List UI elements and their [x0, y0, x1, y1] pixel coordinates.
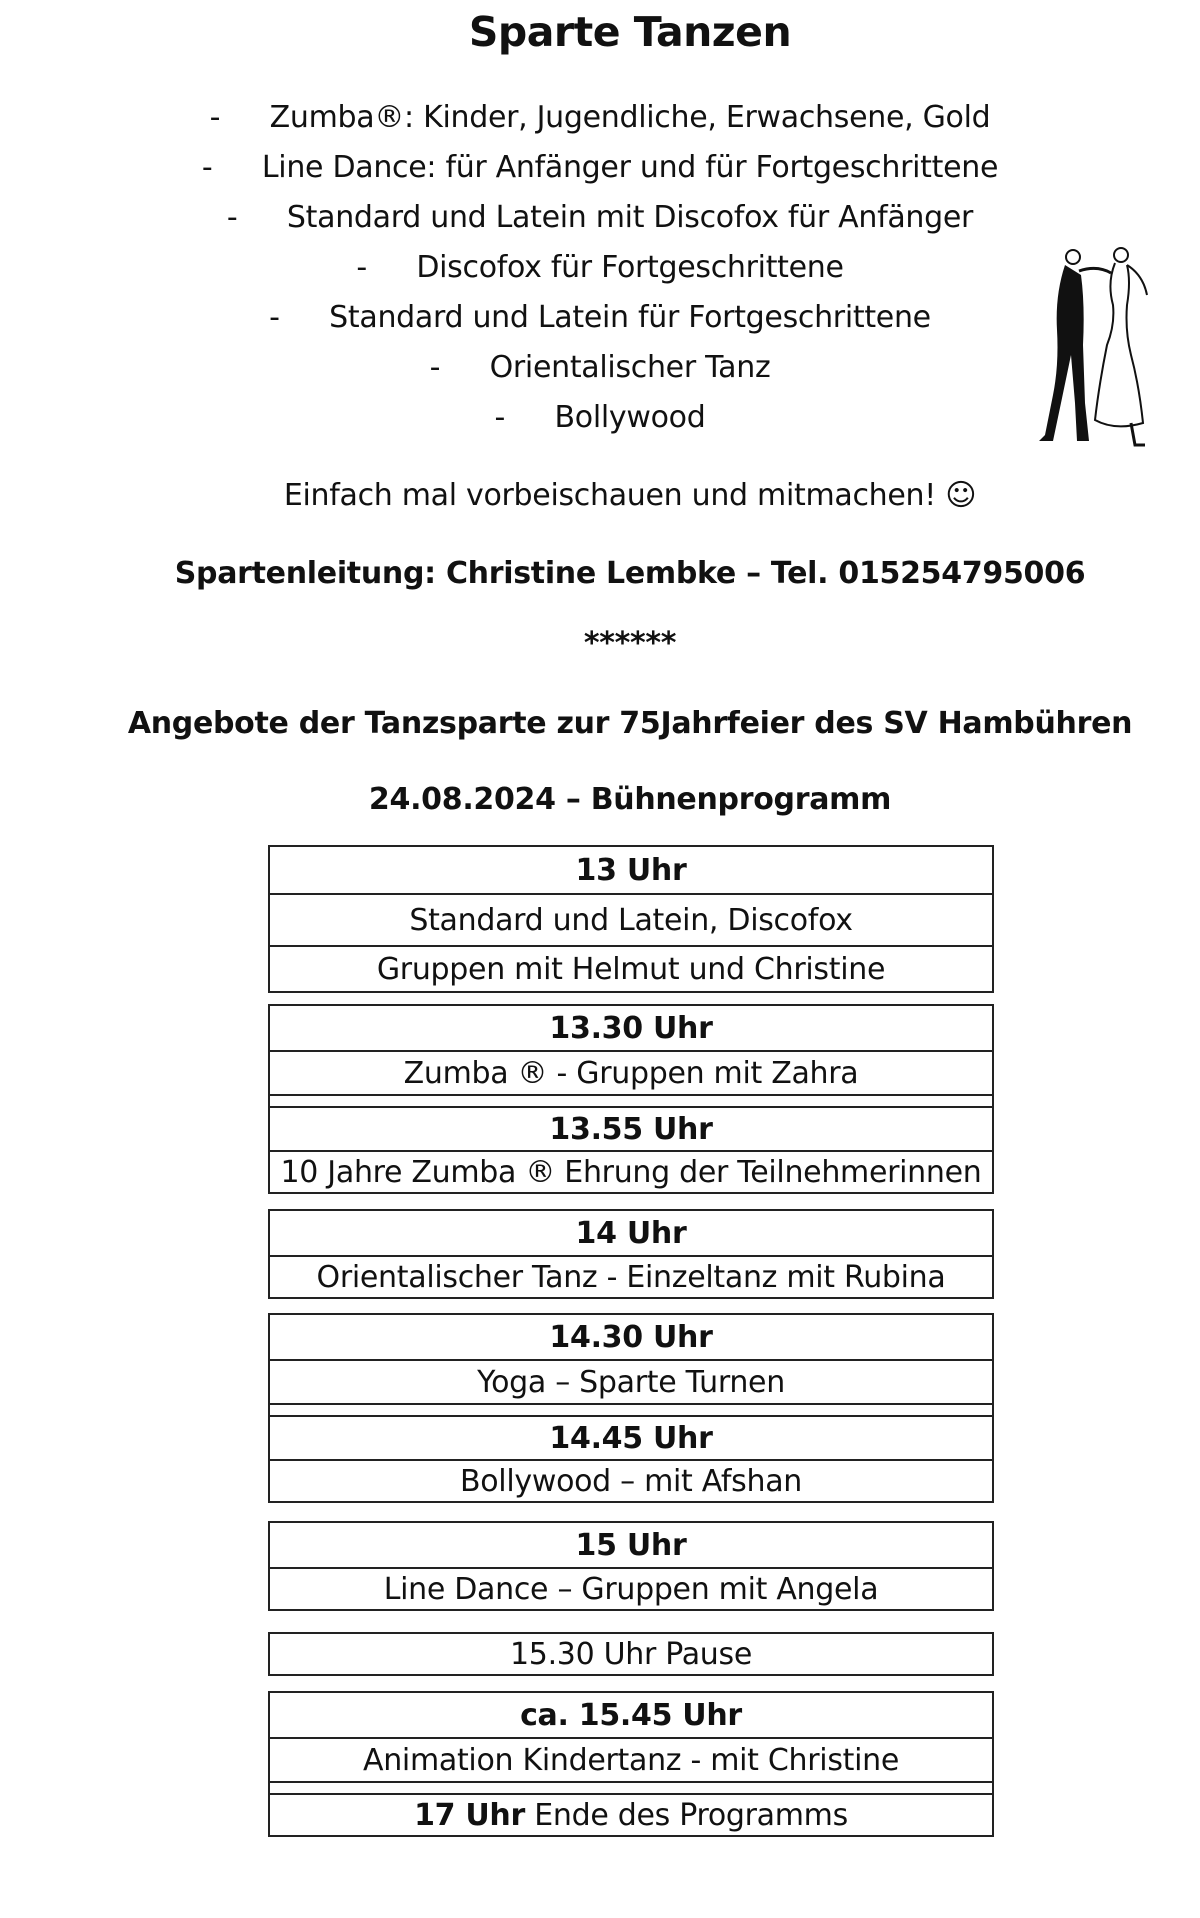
bullet-dash: -	[269, 300, 280, 335]
schedule-time: 13 Uhr	[575, 852, 687, 888]
contact-line: Spartenleitung: Christine Lembke – Tel. 015254795006	[174, 556, 1086, 591]
bullet-dash: -	[209, 100, 221, 135]
schedule-entry: Bollywood – mit Afshan	[270, 1459, 992, 1501]
row-divider	[270, 1094, 992, 1106]
schedule-time: ca. 15.45 Uhr	[520, 1697, 742, 1733]
list-item	[0, 400, 1200, 435]
schedule-time: 14.30 Uhr	[549, 1319, 713, 1355]
list-item-text: Bollywood	[554, 400, 706, 435]
schedule-time: 17 Uhr	[414, 1797, 525, 1833]
schedule-block	[268, 1209, 994, 1299]
schedule-block	[268, 1521, 994, 1611]
separator: ******	[583, 626, 677, 661]
schedule-entry: Ende des Programms	[534, 1797, 848, 1833]
invitation-text: Einfach mal vorbeischauen und mitmachen! ☺	[283, 478, 977, 513]
schedule-block	[268, 845, 994, 993]
list-item-text: Standard und Latein für Fortgeschrittene	[329, 300, 931, 335]
row-divider	[270, 1781, 992, 1793]
bullet-dash: -	[494, 400, 506, 435]
list-item	[0, 300, 1200, 335]
bullet-dash: -	[201, 150, 213, 185]
list-item	[0, 350, 1200, 385]
schedule-entry: Orientalischer Tanz - Einzeltanz mit Rubina	[270, 1255, 992, 1297]
schedule-entry: 10 Jahre Zumba ® Ehrung der Teilnehmerinnen	[270, 1150, 992, 1192]
schedule-entry: Line Dance – Gruppen mit Angela	[270, 1567, 992, 1609]
event-heading: Angebote der Tanzsparte zur 75Jahrfeier des SV Hambühren	[127, 706, 1133, 741]
schedule-block	[268, 1691, 994, 1837]
event-date: 24.08.2024 – Bühnenprogramm	[368, 782, 892, 817]
list-item	[0, 250, 1200, 285]
row-divider	[270, 1403, 992, 1415]
bullet-dash: -	[429, 350, 441, 385]
schedule-time: 15 Uhr	[575, 1527, 687, 1563]
page-title: Sparte Tanzen	[468, 8, 792, 56]
schedule-time: 14 Uhr	[575, 1215, 687, 1251]
schedule-entry: 15.30 Uhr Pause	[510, 1636, 752, 1672]
schedule-entry: Gruppen mit Helmut und Christine	[270, 945, 992, 991]
schedule-entry: Zumba ® - Gruppen mit Zahra	[270, 1050, 992, 1094]
schedule-block	[268, 1313, 994, 1503]
dancing-couple-illustration	[1035, 235, 1155, 455]
list-item-text: Discofox für Fortgeschrittene	[416, 250, 844, 285]
schedule-time: 14.45 Uhr	[270, 1415, 992, 1459]
list-item-text: Standard und Latein mit Discofox für Anfänger	[286, 200, 974, 235]
schedule-entry: Standard und Latein, Discofox	[270, 893, 992, 945]
bullet-dash: -	[226, 200, 238, 235]
schedule-entry: Yoga – Sparte Turnen	[270, 1359, 992, 1403]
list-item-text: Zumba®: Kinder, Jugendliche, Erwachsene, Gold	[269, 100, 991, 135]
bullet-dash: -	[356, 250, 367, 285]
list-item	[0, 200, 1200, 235]
schedule-final-entry	[270, 1793, 992, 1835]
list-item	[0, 100, 1200, 135]
schedule-block	[268, 1004, 994, 1194]
list-item-text: Orientalischer Tanz	[489, 350, 771, 385]
schedule-time: 13.55 Uhr	[270, 1106, 992, 1150]
schedule-entry: Animation Kindertanz - mit Christine	[270, 1737, 992, 1781]
schedule-block	[268, 1632, 994, 1676]
list-item-text: Line Dance: für Anfänger und für Fortgeschrittene	[261, 150, 999, 185]
schedule-time: 13.30 Uhr	[549, 1010, 713, 1046]
list-item	[0, 150, 1200, 185]
